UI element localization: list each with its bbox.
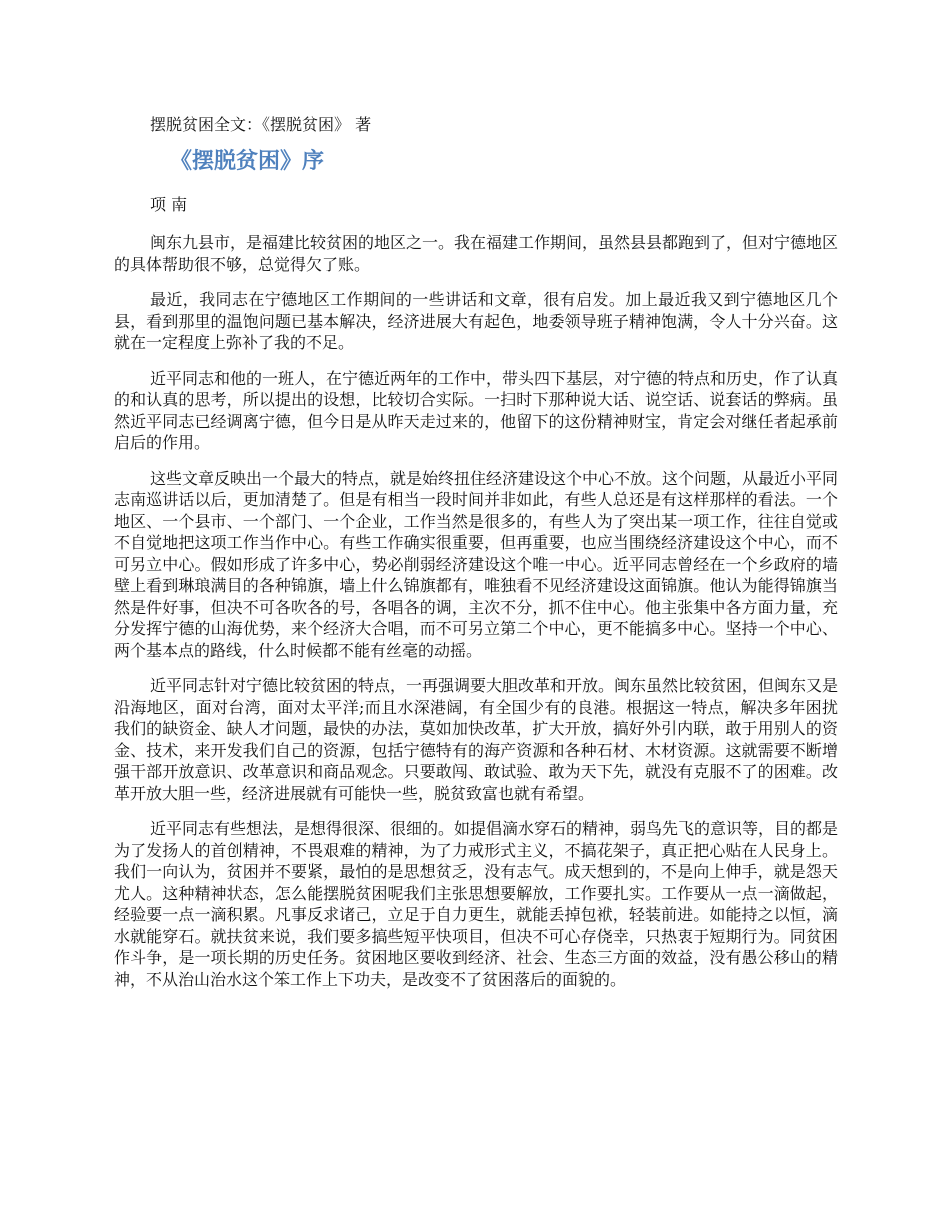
document-header-line: 摆脱贫困全文：《摆脱贫困》 著: [150, 115, 372, 134]
paragraph: 最近，我同志在宁德地区工作期间的一些讲话和文章，很有启发。加上最近我又到宁德地区几个县，看到那里的温饱问题已基本解决，经济进展大有起色，地委领导班子精神饱满，令人十分兴奋。这就在一定程度上弥补了我的不足。: [114, 290, 838, 352]
paragraph: 近平同志和他的一班人，在宁德近两年的工作中，带头四下基层，对宁德的特点和历史，作了认真的和认真的思考，所以提出的设想，比较切合实际。一扫时下那种说大话、说空话、说套话的弊病。虽然近平同志已经调离宁德，但今日是从昨天走过来的，他留下的这份精神财宝，肯定会对继任者起承前启后的作用。: [114, 368, 839, 452]
paragraph: 近平同志针对宁德比较贫困的特点，一再强调要大胆改革和开放。闽东虽然比较贫困，但闽东又是沿海地区，面对台湾，面对太平洋;而且水深港阔，有全国少有的良港。根据这一特点，解决多年困扰我们的缺资金、缺人才问题，最快的办法，莫如加快改革，扩大开放，搞好外引内联，敢于用别人的资金、技术，来开发我们自己的资源，包括宁德特有的海产资源和各种石材、木材资源。这就需要不断增强干部开放意识、改革意识和商品观念。只要敢闯、敢试验、敢为天下先，就没有克服不了的困难。改革开放大胆一些，经济进展就有可能快一些，脱贫致富也就有希望。: [114, 676, 839, 803]
paragraph: 近平同志有些想法，是想得很深、很细的。如提倡滴水穿石的精神，弱鸟先飞的意识等，目的都是为了发扬人的首创精神，不畏艰难的精神，为了力戒形式主义，不搞花架子，真正把心贴在人民身上。我们一向认为，贫困并不要紧，最怕的是思想贫乏，没有志气。成天想到的，不是向上伸手，就是怨天尤人。这种精神状态，怎么能摆脱贫困呢我们主张思想要解放，工作要扎实。工作要从一点一滴做起，经验要一点一滴积累。凡事反求诸己，立足于自力更生，就能丢掉包袱，轻装前进。如能持之以恒，滴水就能穿石。就扶贫来说，我们要多搞些短平快项目，但决不可心存侥幸，只热衷于短期行为。同贫困作斗争，是一项长期的历史任务。贫困地区要收到经济、社会、生态三方面的效益，没有愚公移山的精神，不从治山治水这个笨工作上下功夫，是改变不了贫困落后的面貌的。: [114, 819, 839, 989]
paragraph: 这些文章反映出一个最大的特点，就是始终扭住经济建设这个中心不放。这个问题，从最近小平同志南巡讲话以后，更加清楚了。但是有相当一段时间并非如此，有些人总还是有这样那样的看法。一个地区、一个县市、一个部门、一个企业，工作当然是很多的，有些人为了突出某一项工作，往往自觉或不自觉地把这项工作当作中心。有些工作确实很重要，但再重要，也应当围绕经济建设这个中心，而不可另立中心。假如形成了许多中心，势必削弱经济建设这个唯一中心。近平同志曾经在一个乡政府的墙壁上看到琳琅满目的各种锦旗，墙上什么锦旗都有，唯独看不见经济建设这面锦旗。他认为能得锦旗当然是件好事，但决不可各吹各的号，各唱各的调，主次不分，抓不住中心。他主张集中各方面力量，充分发挥宁德的山海优势，来个经济大合唱，而不可另立第二个中心，更不能搞多中心。坚持一个中心、两个基本点的路线，什么时候都不能有丝毫的动摇。: [114, 468, 839, 660]
document-title: 《摆脱贫困》序: [170, 149, 325, 174]
document-page: [114, 112, 838, 1004]
paragraph: 闽东九县市，是福建比较贫困的地区之一。我在福建工作期间，虽然县县都跑到了，但对宁德地区的具体帮助很不够，总觉得欠了账。: [114, 233, 839, 274]
document-author: 项 南: [150, 195, 188, 214]
